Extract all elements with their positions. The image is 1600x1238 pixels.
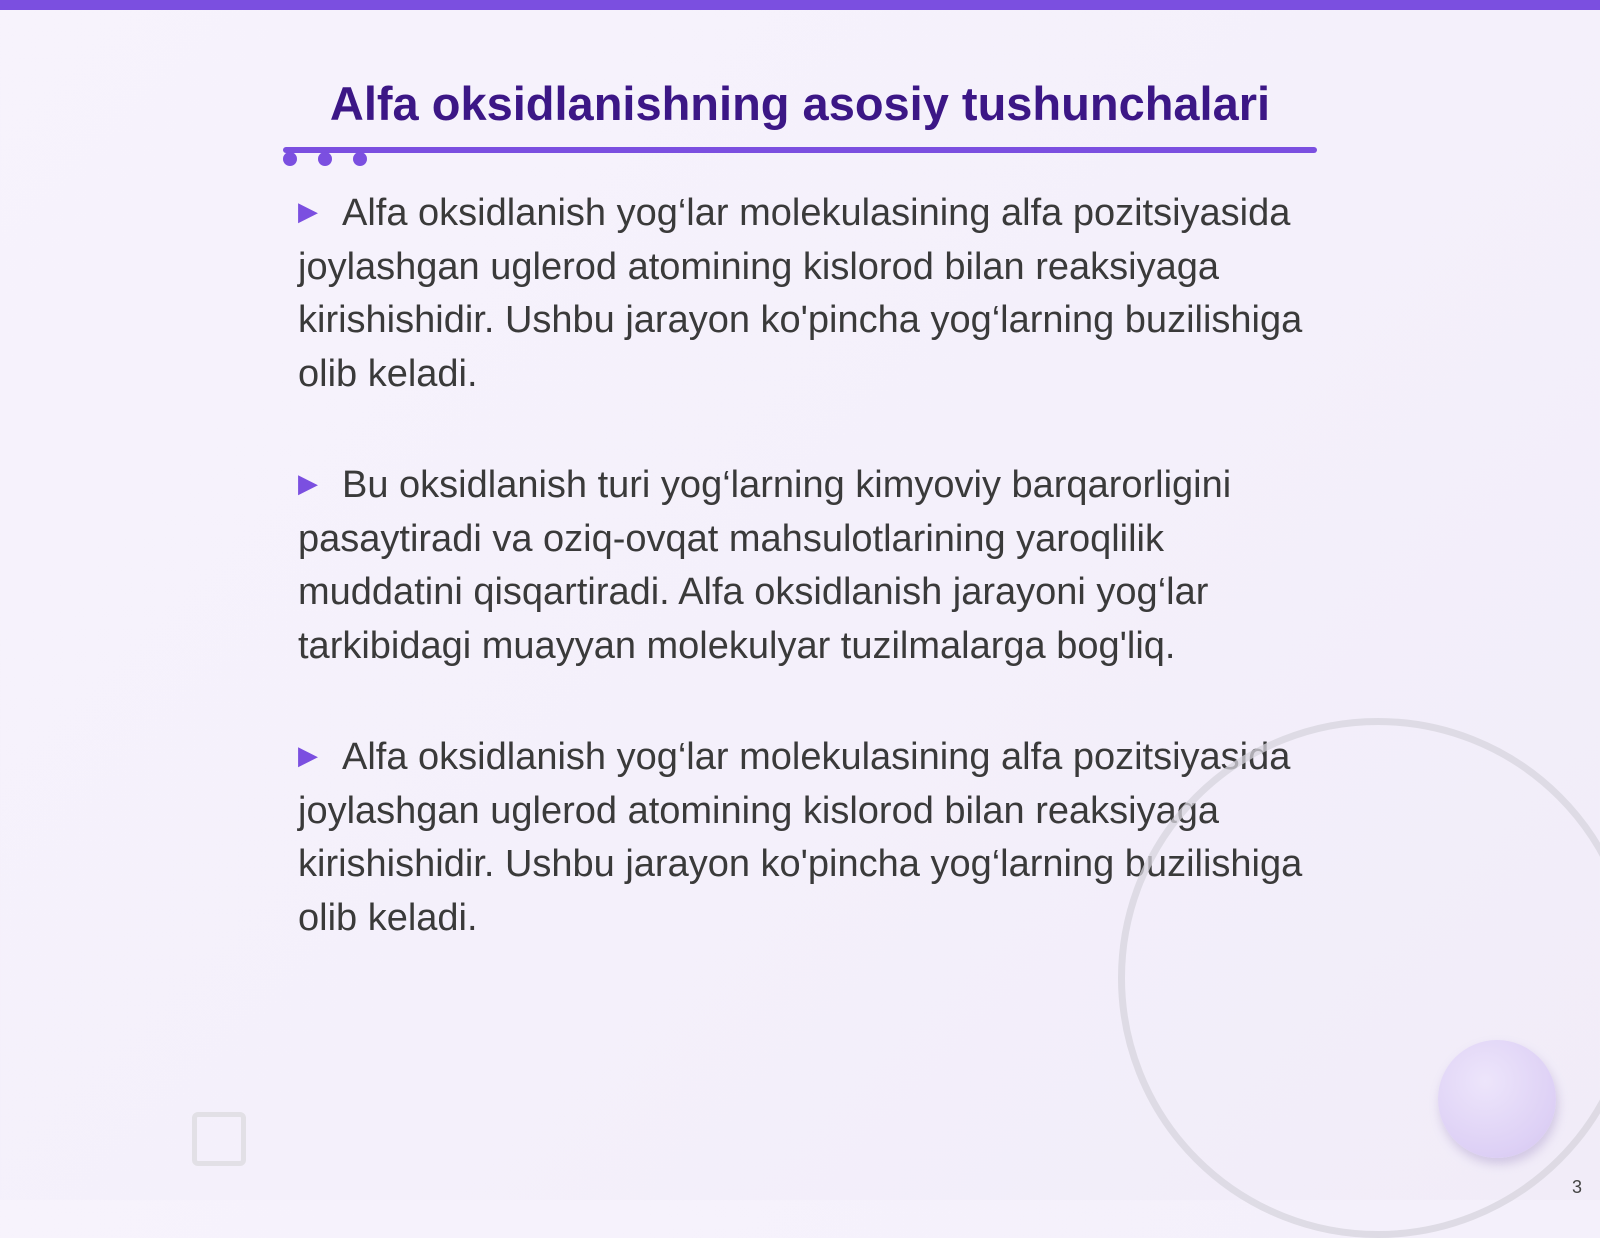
page-number: 3: [1571, 1177, 1582, 1197]
decorative-dot-2: [318, 152, 332, 166]
decorative-square-icon: [192, 1112, 246, 1166]
bullet-item-1: [298, 185, 1308, 401]
slide-title: Alfa oksidlanishning asosiy tushunchalari: [329, 77, 1271, 130]
decorative-circle: [1438, 1040, 1556, 1158]
decorative-dot-1: [283, 152, 297, 166]
triangle-bullet-icon: ▶: [298, 196, 318, 226]
bullet-item-2: [298, 457, 1308, 673]
bullet-text-2: Bu oksidlanish turi yog‘larning kimyoviy barqarorligini pasaytiradi va oziq-ovqat mahsulotlarining yaroqlilik muddatini qisqartiradi. Alfa oksidlanish jarayoni yog‘lar tarkibidagi muayyan molekulyar tuzilmalarga bog'liq.: [298, 464, 1232, 667]
triangle-bullet-icon: ▶: [298, 740, 318, 770]
decorative-dot-3: [353, 152, 367, 166]
bullet-text-3: Alfa oksidlanish yog‘lar molekulasining alfa pozitsiyasida joylashgan uglerod atomining kislorod bilan reaksiyaga kirishishidir. Ushbu jarayon ko'pincha yog‘larning buzilishiga olib keladi.: [298, 736, 1303, 939]
top-accent-bar: [0, 0, 1600, 10]
title-underline: [283, 147, 1317, 153]
triangle-bullet-icon: ▶: [298, 468, 318, 498]
bullet-text-1: Alfa oksidlanish yog‘lar molekulasining alfa pozitsiyasida joylashgan uglerod atomining kislorod bilan reaksiyaga kirishishidir. Ushbu jarayon ko'pincha yog‘larning buzilishiga olib keladi.: [298, 192, 1303, 395]
